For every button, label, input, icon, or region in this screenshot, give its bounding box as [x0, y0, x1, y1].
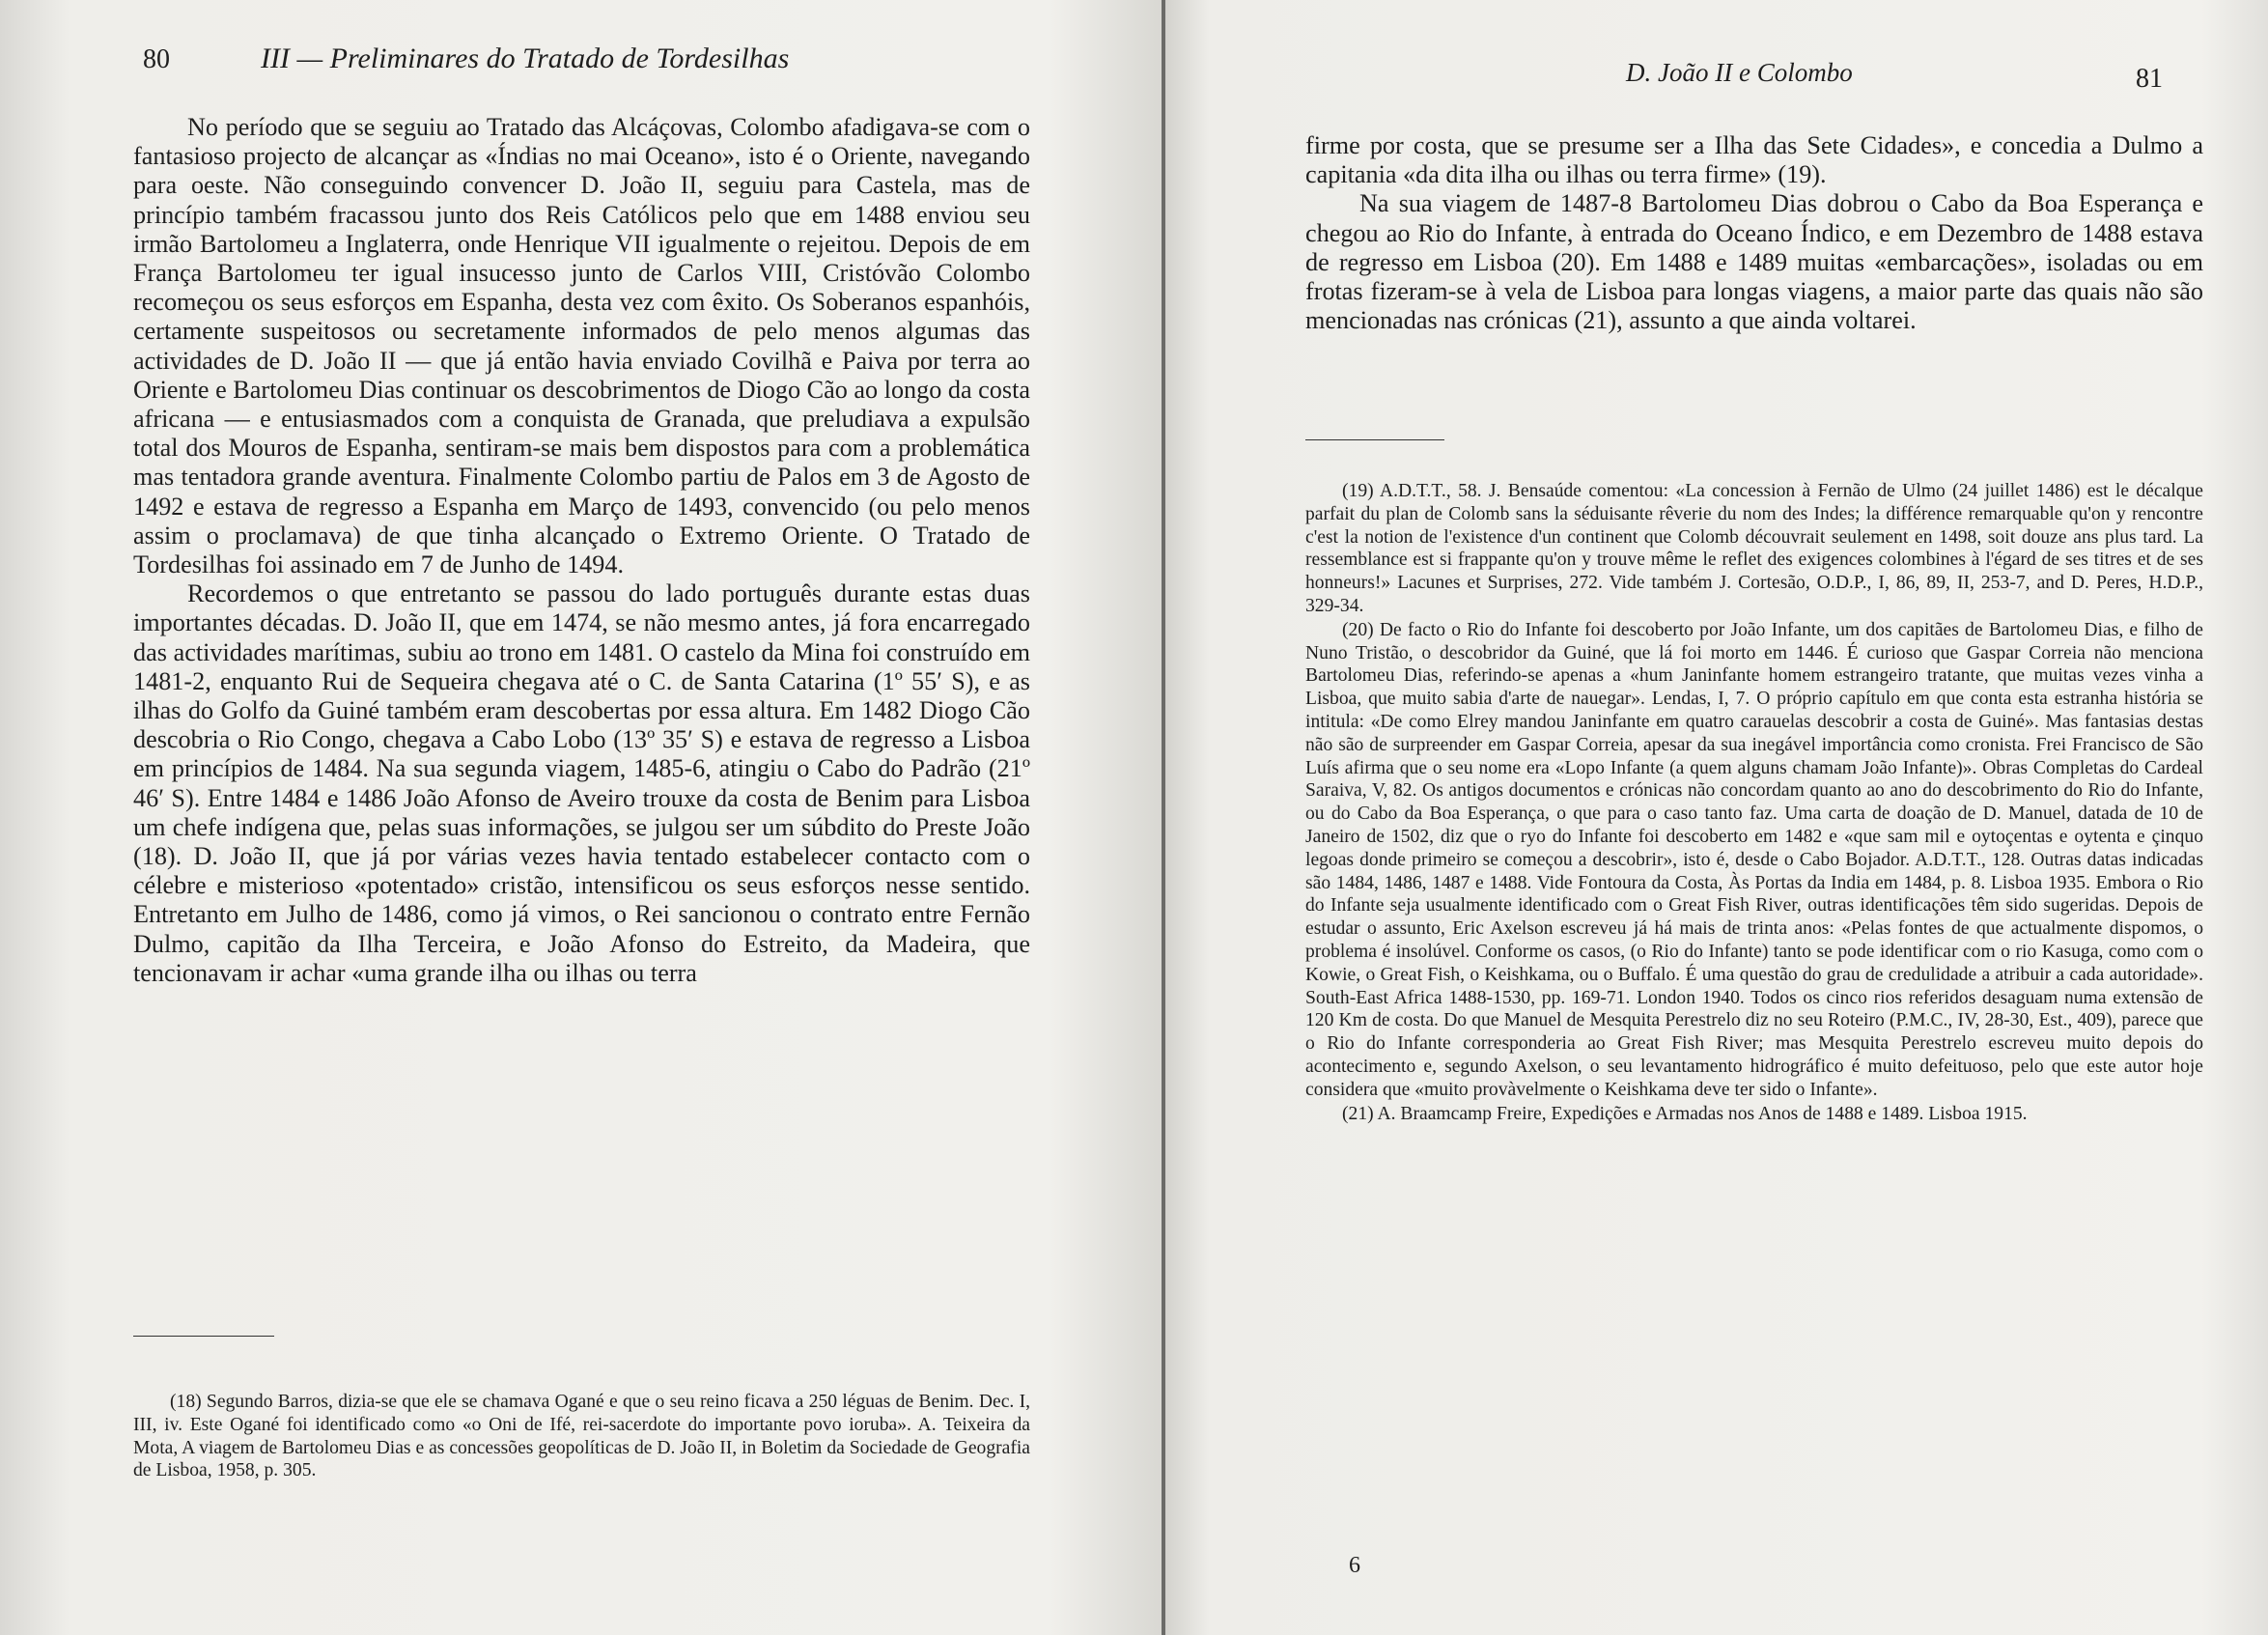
footnote: (20) De facto o Rio do Infante foi descoberto por João Infante, um dos capitães de Bartolomeu Dias, e filho de Nuno Tristão, o descobridor da Guiné, que lá foi morto em 1446. É curioso que Gaspar Correia não menciona Bartolomeu Dias, referindo-se apenas a «hum Janinfante homem estrangeiro tratante, que muitas vezes vinha a Lisboa, que muito sabia d'arte de nauegar». Lendas, I, 7. O próprio capítulo em que conta esta estranha história se intitula: «De como Elrey mandou Janinfante em quatro carauelas descobrir a costa de Guiné». Mas fantasias destas não são de surpreender em Gaspar Correia, apesar da sua inegável importância como cronista. Frei Francisco de São Luís afirma que o seu nome era «Lopo Infante (a quem alguns chamam João Infante)». Obras Completas do Cardeal Saraiva, V, 82. Os antigos documentos e crónicas não concordam quanto ao ano do descobrimento do Rio do Infante, ou do Cabo da Boa Esperança, o que para o caso tanto faz. Uma carta de doação de D. Manuel, datada de 10 de Janeiro de 1502, diz que o ryo do Infante foi descoberto em 1482 e «que sam mil e oytoçentas e oytenta e çinquo legoas donde primeiro se começou a descobrir», isto é, desde o Cabo Bojador. A.D.T.T., 128. Outras datas indicadas são 1484, 1486, 1487 e 1488. Vide Fontoura da Costa, Às Portas da India em 1484, p. 8. Lisboa 1935. Embora o Rio do Infante seja usualmente identificado com o Great Fish River, outras identificações têm sido sugeridas. Depois de estudar o assunto, Eric Axelson escreveu já há mais de trinta anos: «Pelas fontes de que actualmente dispomos, o problema é insolúvel. Conforme os casos, (o Rio do Infante) tanto se pode identificar com o rio Kasuga, como com o Kowie, o Great Fish, o Keishkama, ou o Buffalo. É uma questão do grau de credulidade a atribuir a cada autoridade». South-East Africa 1488-1530, pp. 169-71. London 1940. Todos os cinco rios referidos desaguam numa extensão de 120 Km de costa. Do que Manuel de Mesquita Perestrelo diz no seu Roteiro (P.M.C., IV, 28-30, Est., 409), parece que o Rio do Infante corresponderia ao Great Fish River; mas Mesquita Perestrelo escreveu muito depois do acontecimento e, segundo Axelson, o seu levantamento hidrográfico é muito defeituoso, pelo que este autor hoje considera que «muito provàvelmente o Keishkama deve ter sido o Infante».: [1305, 619, 2203, 1100]
footnote: (18) Segundo Barros, dizia-se que ele se chamava Ogané e que o seu reino ficava a 250 léguas de Benim. Dec. I, III, iv. Este Ogané foi identificado como «o Oni de Ifé, rei-sacerdote do importante povo ioruba». A. Teixeira da Mota, A viagem de Bartolomeu Dias e as concessões geopolíticas de D. João II, in Boletim da Sociedade de Geografia de Lisboa, 1958, p. 305.: [133, 1392, 1030, 1481]
page-number: 81: [2136, 64, 2163, 94]
paragraph: Na sua viagem de 1487-8 Bartolomeu Dias dobrou o Cabo da Boa Esperança e chegou ao Rio do Infante, à entrada do Oceano Índico, e em Dezembro de 1488 estava de regresso em Lisboa (20). Em 1488 e 1489 muitas «embarcações», isoladas ou em frotas fizeram-se à vela de Lisboa para longas viagens, a maior parte das quais não são mencionadas nas crónicas (21), assunto a que ainda voltarei.: [1305, 189, 2203, 335]
paragraph: firme por costa, que se presume ser a Ilha das Sete Cidades», e concedia a Dulmo a capitania «da dita ilha ou ilhas ou terra firme» (19).: [1305, 131, 2203, 189]
footnote: (21) A. Braamcamp Freire, Expedições e Armadas nos Anos de 1488 e 1489. Lisboa 1915.: [1342, 1103, 2028, 1124]
footnotes: [133, 1391, 1030, 1483]
right-page: [1165, 0, 2268, 1635]
footnotes: [1305, 480, 2203, 1126]
signature-mark: 6: [1349, 1553, 1360, 1578]
body-text: [133, 113, 1030, 988]
page-number: 80: [143, 44, 170, 74]
running-head: III — Preliminares do Tratado de Tordesilhas: [261, 42, 790, 74]
body-text: [1305, 131, 2203, 335]
footnote-rule: [1305, 439, 1444, 440]
paragraph: No período que se seguiu ao Tratado das Alcáçovas, Colombo afadigava-se com o fantasioso projecto de alcançar as «Índias no mai Oceano», isto é o Oriente, navegando para oeste. Não conseguindo convencer D. João II, seguiu para Castela, mas de princípio também fracassou junto dos Reis Católicos pelo que em 1488 enviou seu irmão Bartolomeu a Inglaterra, onde Henrique VII igualmente o rejeitou. Depois de em França Bartolomeu ter igual insucesso junto de Carlos VIII, Cristóvão Colombo recomeçou os seus esforços em Espanha, desta vez com êxito. Os Soberanos espanhóis, certamente suspeitosos ou secretamente informados de pelo menos algumas das actividades de D. João II — que já então havia enviado Covilhã e Paiva por terra ao Oriente e Bartolomeu Dias continuar os descobrimentos de Diogo Cão ao longo da costa africana — e entusiasmados com a conquista de Granada, que preludiava a expulsão total dos Mouros de Espanha, sentiram-se mais bem dispostos para com a problemática mas tentadora grande aventura. Finalmente Colombo partiu de Palos em 3 de Agosto de 1492 e estava de regresso a Espanha em Março de 1493, convencido (ou pelo menos assim o proclamava) de que tinha alcançado o Extremo Oriente. O Tratado de Tordesilhas foi assinado em 7 de Junho de 1494.: [133, 113, 1030, 579]
footnote: (19) A.D.T.T., 58. J. Bensaúde comentou: «La concession à Fernão de Ulmo (24 juillet 1486) est le décalque parfait du plan de Colomb sans la séduisante rêverie du nom des Indes; la différence remarquable qu'on y rencontre c'est la notion de l'existence d'un continent que Colomb découvrait seulement en 1498, soit douze ans plus tard. La ressemblance est si frappante qu'on y trouve même le reflet des exigences colombines à l'égard de ses titres et de ses honneurs!» Lacunes et Surprises, 272. Vide também J. Cortesão, O.D.P., I, 86, 89, II, 253-7, and D. Peres, H.D.P., 329-34.: [1305, 481, 2203, 616]
running-head: D. João II e Colombo: [1626, 58, 1853, 87]
footnote-rule: [133, 1336, 274, 1337]
paragraph: Recordemos o que entretanto se passou do lado português durante estas duas importantes décadas. D. João II, que em 1474, se não mesmo antes, já fora encarregado das actividades marítimas, subiu ao trono em 1481. O castelo da Mina foi construído em 1481-2, enquanto Rui de Sequeira chegava até o C. de Santa Catarina (1º 55′ S), e as ilhas do Golfo da Guiné também eram descobertas por essa altura. Em 1482 Diogo Cão descobria o Rio Congo, chegava a Cabo Lobo (13º 35′ S) e estava de regresso a Lisboa em princípios de 1484. Na sua segunda viagem, 1485-6, atingiu o Cabo do Padrão (21º 46′ S). Entre 1484 e 1486 João Afonso de Aveiro trouxe da costa de Benim para Lisboa um chefe indígena que, pelas suas informações, se julgou ser um súbdito do Preste João (18). D. João II, que já por várias vezes havia tentado estabelecer contacto com o célebre e misterioso «potentado» cristão, intensificou os seus esforços nesse sentido. Entretanto em Julho de 1486, como já vimos, o Rei sancionou o contrato entre Fernão Dulmo, capitão da Ilha Terceira, e João Afonso do Estreito, da Madeira, que tencionavam ir achar «uma grande ilha ou ilhas ou terra: [133, 579, 1030, 987]
